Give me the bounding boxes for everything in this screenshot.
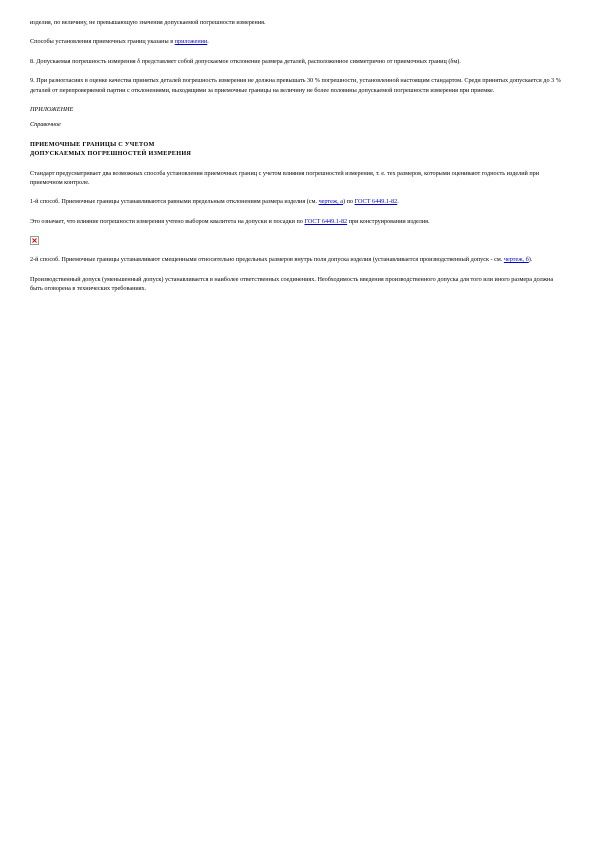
document-page [30,18,565,294]
meaning-text: Это означает, что влияние погрешности измерения учтено выбором квалитета на допуски и посадки по [30,217,305,225]
broken-image-icon [30,236,39,245]
paragraph-intro: Стандарт предусматривает два возможных способа установления приемочных границ с учетом влияния погрешностей измерения, т. е. тех размеров, которыми оценивают годность изделий при приемочном контроле. [30,169,540,187]
method-1-end: . [397,198,399,206]
broken-image-x-icon [32,238,37,243]
method-1-text: 1-й способ. Приемочные границы устанавливаются равными предельным отклонениям размера изделия (см. [30,198,319,206]
drawing-a-link[interactable]: чертеж, а [318,198,343,206]
paragraph-1 [30,37,565,46]
appendix-title: ПРИЛОЖЕНИЕ [30,106,74,114]
paragraph-meaning [30,217,565,226]
paragraph-method-1 [30,197,565,206]
paragraph-item-9: 9. При разногласиях в оценке качества принятых деталей погрешность измерения не должна превышать 30 % погрешности, установленной настоящим стандартом. Среди принятых допускается до 3 % деталей от перепроверяемой партии с отклонениями, выходящими за приемочные границы на величину не более половины допускаемой погрешности измерения при приемке. [30,77,561,94]
paragraph-1-end: . [207,38,209,46]
appendix-subtitle: Справочное [30,121,61,129]
appendix-link[interactable]: приложении [174,38,208,46]
gost-link-1[interactable]: ГОСТ 6449.1-82 [354,198,398,206]
paragraph-0: изделия, по величину, не превышающую значения допускаемой погрешности измерения. [30,19,266,26]
method-1-mid: ) по [343,198,355,206]
method-2-end: ). [528,256,533,264]
paragraph-1-text: Способы установления приемочных границ указаны в [30,38,175,46]
gost-link-2[interactable]: ГОСТ 6449.1-82 [304,217,348,225]
meaning-end: при конструировании изделия. [347,217,430,225]
section-heading-line-2: ДОПУСКАЕМЫХ ПОГРЕШНОСТЕЙ ИЗМЕРЕНИЯ [30,150,192,158]
paragraph-production-tolerance: Производственный допуск (уменьшенный допуск) устанавливается в наиболее ответственных соединениях. Необходимость введения производственного допуска для того или иного размера должна быть оговорена в технических требованиях. [30,275,554,293]
drawing-b-link[interactable]: чертеж, б [503,256,529,264]
paragraph-method-2 [30,255,565,264]
paragraph-item-8: 8. Допускаемая погрешность измерения δ представляет собой допускаемое отклонение размера деталей, расположенное симметрично от приемочных границ (δм). [30,57,461,65]
section-heading-line-1: ПРИЕМОЧНЫЕ ГРАНИЦЫ С УЧЕТОМ [30,140,155,148]
method-2-text: 2-й способ. Приемочные границы устанавливают смещенными относительно предельных размеров внутрь поля допуска изделия (устанавливается производственный допуск - см. [30,256,504,264]
